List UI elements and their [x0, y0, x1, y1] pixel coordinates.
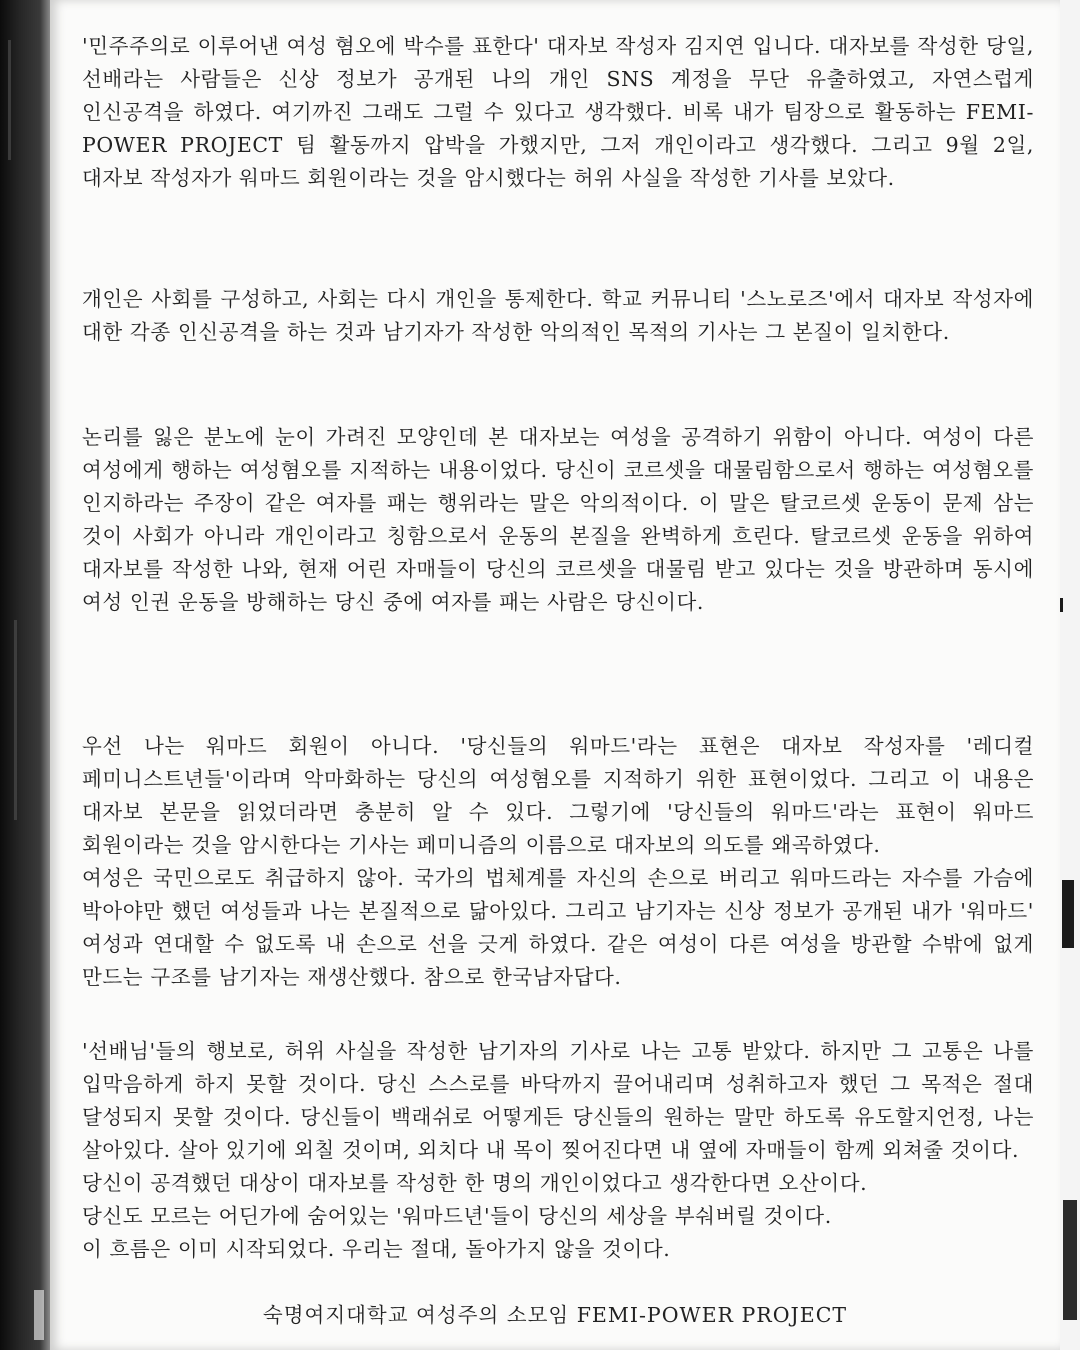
paragraph-intro	[82, 30, 1034, 195]
scan-streak	[14, 620, 17, 820]
scan-mark	[1060, 598, 1063, 612]
scan-streak	[8, 40, 11, 160]
paragraph-womad	[82, 697, 1034, 1027]
paragraph-text: 논리를 잃은 분노에 눈이 가려진 모양인데 본 대자보는 여성을 공격하기 위함이 아니다. 여성이 다른 여성에게 행하는 여성혐오를 지적하는 내용이었다. 당신이 코르셋을 대물림함으로서 행하는 여성혐오를 인지하라는 주장이 같은 여자를 패는 행위라는 말은 악의적이다. 이 말은 탈코르셋 운동이 문제 삼는 것이 사회가 아니라 개인이라고 칭함으로서 운동의 본질을 완벽하게 흐린다. 탈코르셋 운동을 위하여 대자보를 작성한 나와, 현재 어린 자매들이 당신의 코르셋을 대물림 받고 있다는 것을 방관하며 동시에 여성 인권 운동을 방해하는 당신 중에 여자를 패는 사람은 당신이다.	[82, 425, 1034, 614]
document-page	[50, 0, 1060, 1350]
paragraph-conclusion	[82, 1002, 1034, 1299]
scan-streak	[34, 1290, 44, 1340]
paragraph-corset	[82, 421, 1034, 619]
paragraph-text: 개인은 사회를 구성하고, 사회는 다시 개인을 통제한다. 학교 커뮤니티 '스노로즈'에서 대자보 작성자에 대한 각종 인신공격을 하는 것과 남기자가 작성한 악의적인 목적의 기사는 그 본질이 일치한다.	[82, 287, 1034, 344]
scan-left-border	[0, 0, 50, 1350]
scan-mark	[1062, 880, 1074, 948]
paragraph-society	[82, 283, 1034, 349]
scan-mark	[1063, 1200, 1077, 1320]
paragraph-text: '선배님'들의 행보로, 허위 사실을 작성한 남기자의 기사로 나는 고통 받았다. 하지만 그 고통은 나를 입막음하게 하지 못할 것이다. 당신 스스로를 바닥까지 끌어내리며 성취하고자 했던 그 목적은 절대 달성되지 못할 것이다. 당신들이 백래쉬로 어떻게든 당신들의 원하는 말만 하도록 유도할지언정, 나는 살아있다. 살아 있기에 외칠 것이며, 외치다 내 목이 찢어진다면 내 옆에 자매들이 함께 외쳐줄 것이다. 당신이 공격했던 대상이 대자보를 작성한 한 명의 개인이었다고 생각한다면 오산이다. 당신도 모르는 어딘가에 숨어있는 '워마드년'들이 당신의 세상을 부숴버릴 것이다. 이 흐름은 이미 시작되었다. 우리는 절대, 돌아가지 않을 것이다.	[82, 1039, 1034, 1261]
signature: 숙명여지대학교 여성주의 소모임 FEMI-POWER PROJECT	[262, 1303, 848, 1327]
paragraph-text: '민주주의로 이루어낸 여성 혐오에 박수를 표한다' 대자보 작성자 김지연 입니다. 대자보를 작성한 당일, 선배라는 사람들은 신상 정보가 공개된 나의 개인 SNS 계정을 무단 유출하였고, 자연스럽게 인신공격을 하였다. 여기까진 그래도 그럴 수 있다고 생각했다. 비록 내가 팀장으로 활동하는 FEMI-POWER PROJECT 팀 활동까지 압박을 가했지만, 그저 개인이라고 생각했다. 그리고 9월 2일, 대자보 작성자가 워마드 회원이라는 것을 암시했다는 허위 사실을 작성한 기사를 보았다.	[82, 34, 1034, 190]
paragraph-text: 우선 나는 워마드 회원이 아니다. '당신들의 워마드'라는 표현은 대자보 작성자를 '레디컬 페미니스트년들'이라며 악마화하는 당신의 여성혐오를 지적하기 위한 표현이었다. 그리고 이 내용은 대자보 본문을 읽었더라면 충분히 알 수 있다. 그렇기에 '당신들의 워마드'라는 표현이 워마드 회원이라는 것을 암시한다는 기사는 페미니즘의 이름으로 대자보의 의도를 왜곡하였다. 여성은 국민으로도 취급하지 않아. 국가의 법체계를 자신의 손으로 버리고 워마드라는 자수를 가슴에 박아야만 했던 여성들과 나는 본질적으로 닮아있다. 그리고 남기자는 신상 정보가 공개된 내가 '워마드' 여성과 연대할 수 없도록 내 손으로 선을 긋게 하였다. 같은 여성이 다른 여성을 방관할 수밖에 없게 만드는 구조를 남기자는 재생산했다. 참으로 한국남자답다.	[82, 734, 1034, 989]
scan-right-border	[1060, 0, 1080, 1350]
